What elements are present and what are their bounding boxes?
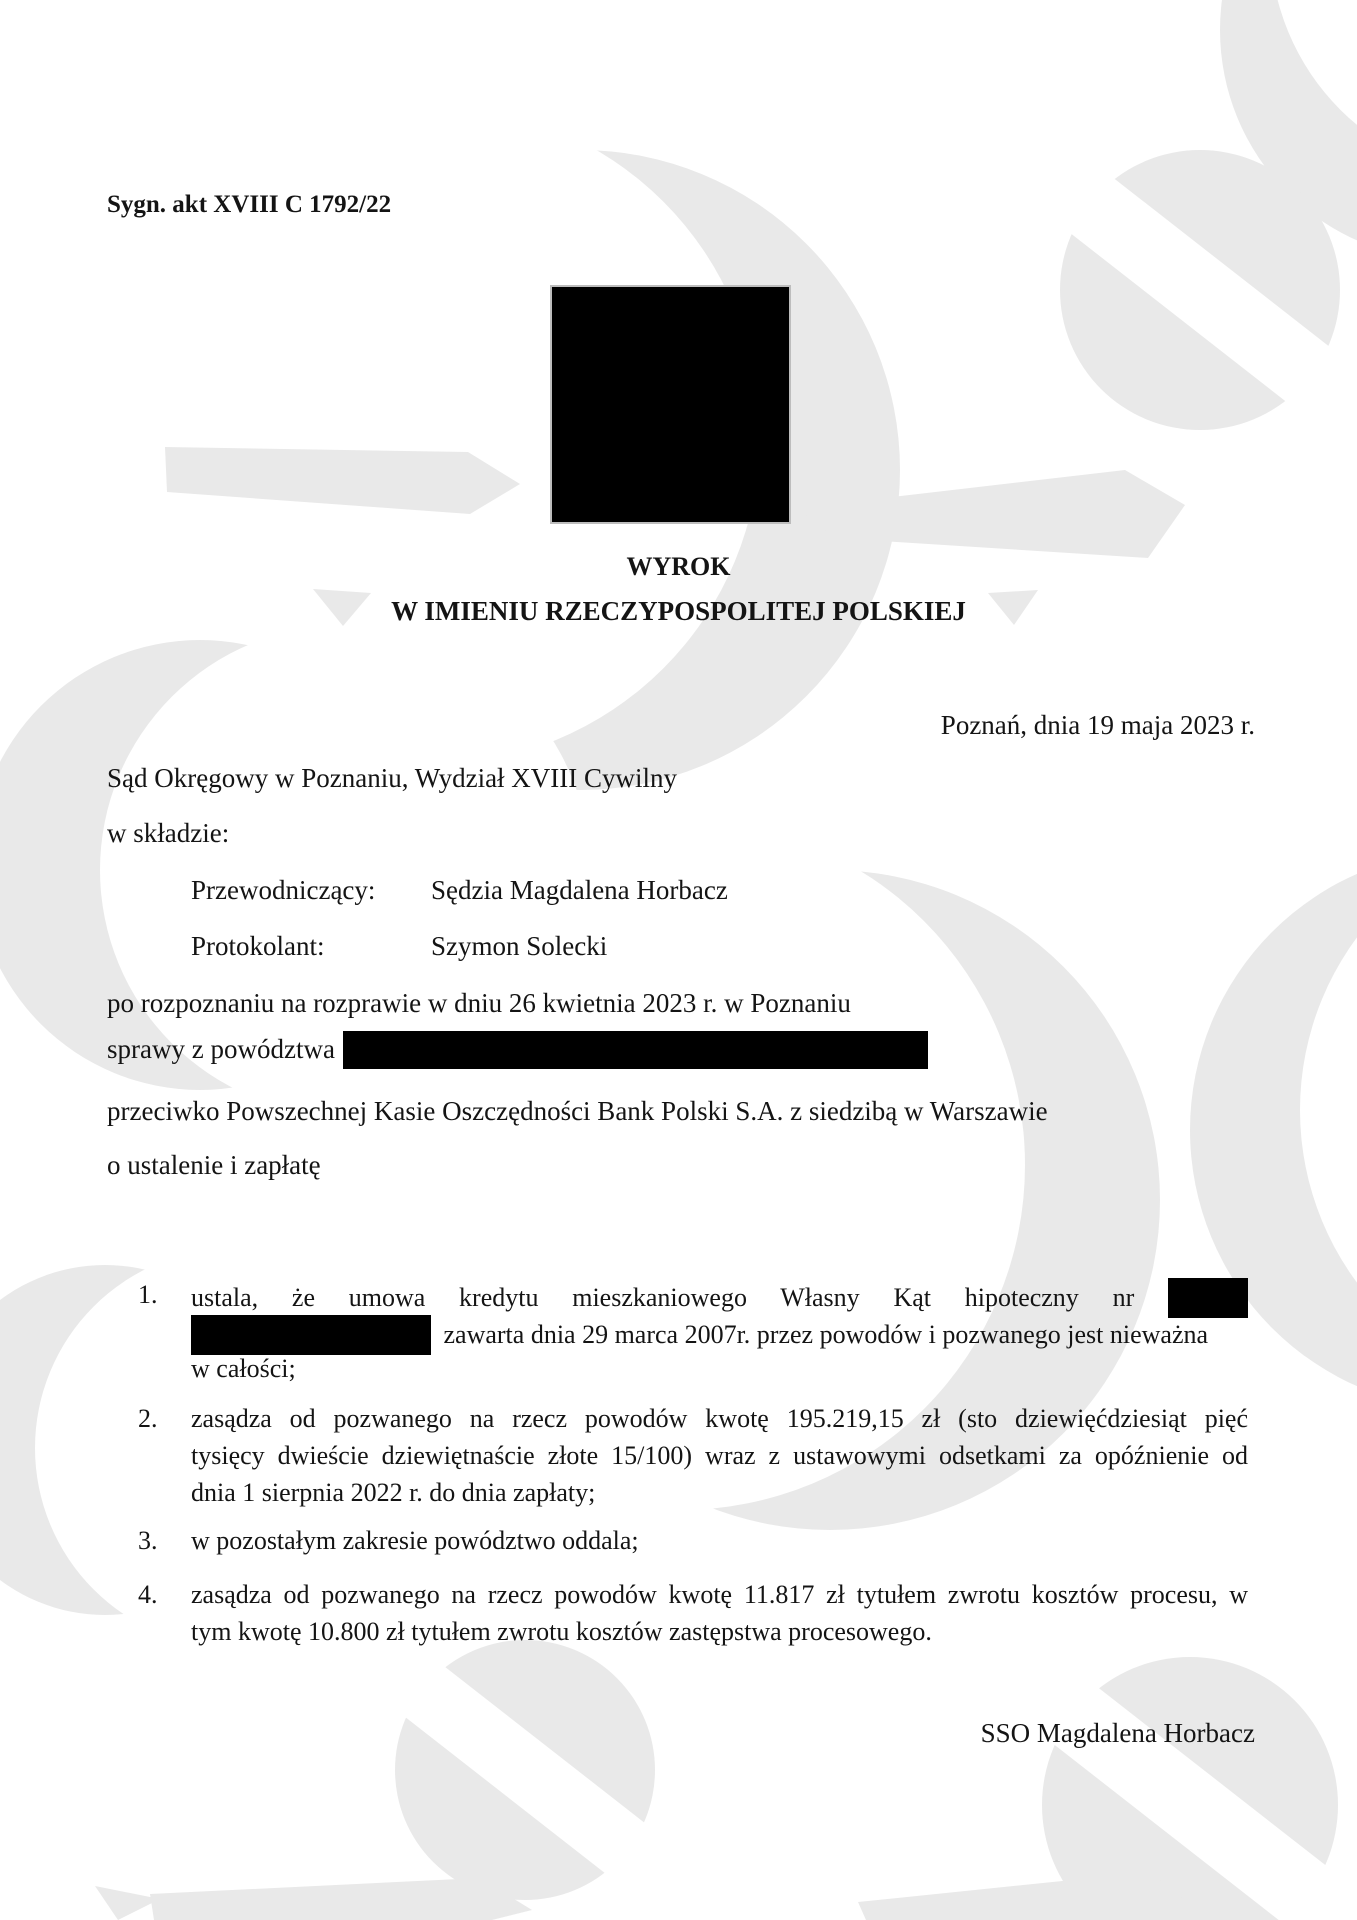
- panel-name-presiding: Sędzia Magdalena Horbacz: [431, 875, 728, 905]
- item-1-line-2: [191, 1317, 1248, 1357]
- photo-redaction-box: [552, 287, 789, 522]
- item-4-line-2: [191, 1617, 1248, 1647]
- item-1-text-1: ustala, że umowa kredytu mieszkaniowego Własny Kąt hipoteczny nr: [191, 1282, 1135, 1312]
- item-1-text-2: zawarta dnia 29 marca 2007r. przez powodów i pozwanego jest nieważna: [443, 1319, 1209, 1349]
- panel-role-presiding: Przewodniczący:: [191, 875, 376, 905]
- panel-name-clerk: Szymon Solecki: [431, 931, 608, 961]
- judgment-item-4: [191, 1580, 1248, 1660]
- item-number-1: 1.: [138, 1280, 158, 1309]
- judgment-item-3: [191, 1526, 1248, 1566]
- judgment-item-1: [191, 1280, 1248, 1390]
- item-number-3: 3.: [138, 1526, 158, 1555]
- item-2-text-1: zasądza od pozwanego na rzecz powodów kwotę 195.219,15 zł (sto dziewięćdziesiąt pięć: [191, 1404, 1248, 1433]
- item-4-text-1: zasądza od pozwanego na rzecz powodów kwotę 11.817 zł tytułem zwrotu kosztów procesu, w: [191, 1580, 1248, 1609]
- item-3-text-1: w pozostałym zakresie powództwo oddala;: [191, 1526, 639, 1555]
- case-number: Sygn. akt XVIII C 1792/22: [107, 191, 392, 218]
- court-line: Sąd Okręgowy w Poznaniu, Wydział XVIII Cywilny: [107, 763, 678, 793]
- item-2-line-1: [191, 1404, 1248, 1434]
- date-line: Poznań, dnia 19 maja 2023 r.: [940, 710, 1255, 740]
- hearing-line: po rozpoznaniu na rozprawie w dniu 26 kwietnia 2023 r. w Poznaniu: [107, 988, 851, 1018]
- signature-line: SSO Magdalena Horbacz: [980, 1718, 1255, 1748]
- item-4-line-1: [191, 1580, 1248, 1610]
- claimant-redaction-bar: [343, 1031, 928, 1069]
- credit-number-redaction-box-2: [191, 1315, 431, 1355]
- credit-number-redaction-box-1: [1168, 1278, 1248, 1318]
- panel-intro: w składzie:: [107, 818, 230, 848]
- item-2-line-2: [191, 1441, 1248, 1471]
- item-1-text-3: w całości;: [191, 1354, 296, 1383]
- item-4-text-2: tym kwotę 10.800 zł tytułem zwrotu kosztów zastępstwa procesowego.: [191, 1617, 932, 1646]
- panel-role-clerk: Protokolant:: [191, 931, 325, 961]
- claimant-prefix: sprawy z powództwa: [107, 1034, 335, 1065]
- judgment-title: WYROK: [626, 552, 731, 581]
- subject-line: o ustalenie i zapłatę: [107, 1150, 321, 1180]
- item-number-4: 4.: [138, 1580, 158, 1609]
- item-1-line-1: [191, 1280, 1248, 1320]
- judgment-subtitle: W IMIENIU RZECZYPOSPOLITEJ POLSKIEJ: [391, 596, 966, 626]
- item-2-line-3: [191, 1478, 1248, 1508]
- defendant-line: przeciwko Powszechnej Kasie Oszczędności Bank Polski S.A. z siedzibą w Warszawie: [107, 1096, 1048, 1126]
- item-2-text-2: tysięcy dwieście dziewiętnaście złote 15/100) wraz z ustawowymi odsetkami za opóźnienie od: [191, 1441, 1248, 1470]
- claimant-line: [107, 1033, 928, 1071]
- item-3-line-1: [191, 1526, 1248, 1556]
- item-1-line-3: [191, 1354, 1248, 1384]
- judgment-item-2: [191, 1404, 1248, 1514]
- item-number-2: 2.: [138, 1404, 158, 1433]
- item-2-text-3: dnia 1 sierpnia 2022 r. do dnia zapłaty;: [191, 1478, 596, 1507]
